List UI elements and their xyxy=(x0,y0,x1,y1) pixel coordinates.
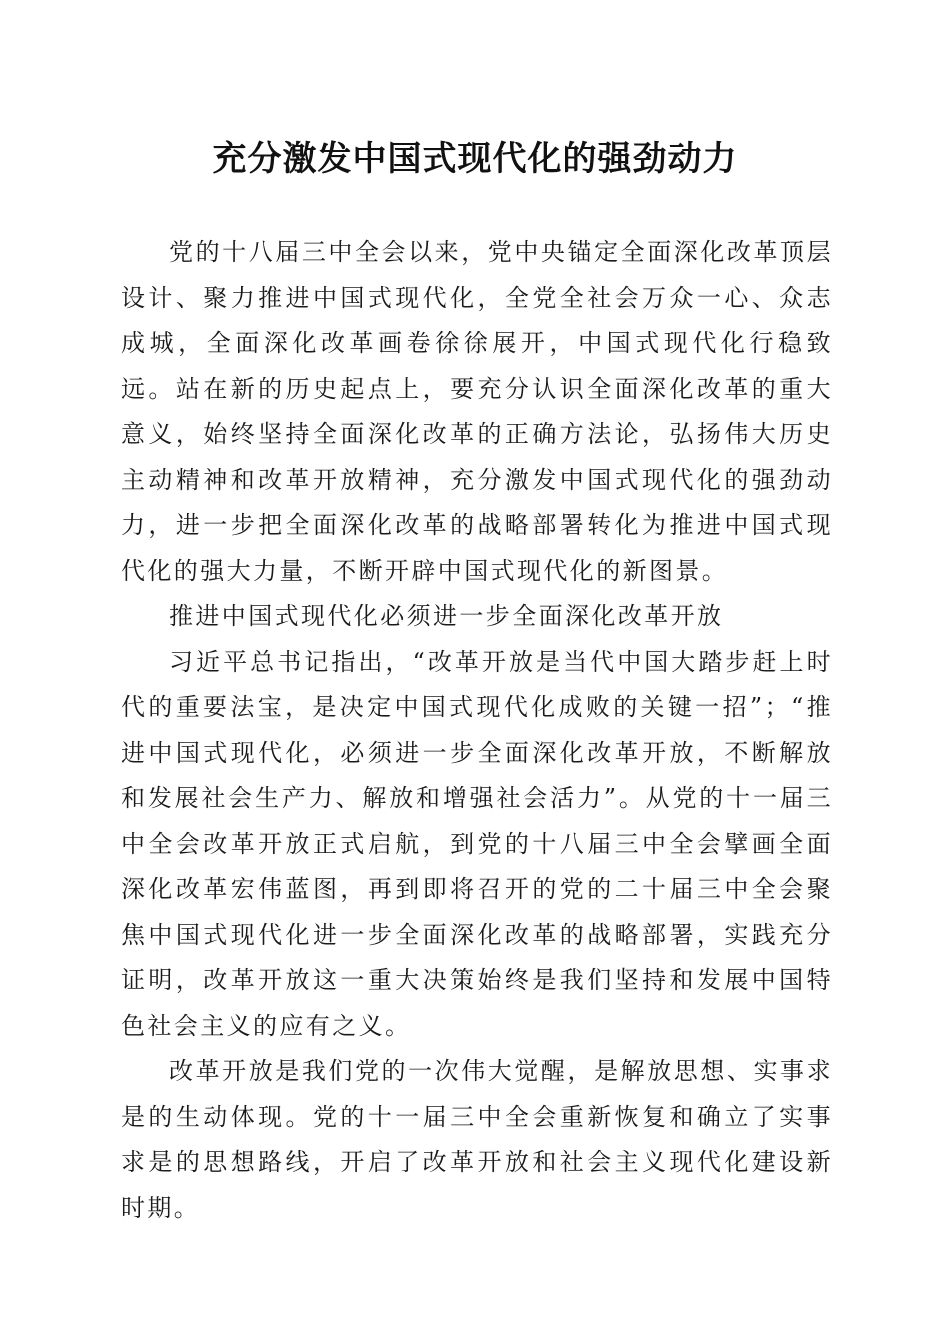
document-body xyxy=(121,230,833,1231)
section-heading: 推进中国式现代化必须进一步全面深化改革开放 xyxy=(169,602,724,630)
paragraph-intro: 党的十八届三中全会以来，党中央锚定全面深化改革顶层设计、聚力推进中国式现代化，全党全社会万众一心、众志成城，全面深化改革画卷徐徐展开，中国式现代化行稳致远。站在新的历史起点上，要充分认识全面深化改革的重大意义，始终坚持全面深化改革的正确方法论，弘扬伟大历史主动精神和改革开放精神，充分激发中国式现代化的强劲动力，进一步把全面深化改革的战略部署转化为推进中国式现代化的强大力量，不断开辟中国式现代化的新图景。 xyxy=(121,238,833,585)
document-title: 充分激发中国式现代化的强劲动力 xyxy=(212,139,738,179)
paragraph-awakening: 改革开放是我们党的一次伟大觉醒，是解放思想、实事求是的生动体现。党的十一届三中全会重新恢复和确立了实事求是的思想路线，开启了改革开放和社会主义现代化建设新时期。 xyxy=(121,1057,833,1222)
paragraph-quote: 习近平总书记指出，“改革开放是当代中国大踏步赶上时代的重要法宝，是决定中国式现代化成败的关键一招”；“推进中国式现代化，必须进一步全面深化改革开放，不断解放和发展社会生产力、解放和增强社会活力”。从党的十一届三中全会改革开放正式启航，到党的十八届三中全会擘画全面深化改革宏伟蓝图，再到即将召开的党的二十届三中全会聚焦中国式现代化进一步全面深化改革的战略部署，实践充分证明，改革开放这一重大决策始终是我们坚持和发展中国特色社会主义的应有之义。 xyxy=(121,647,833,1040)
